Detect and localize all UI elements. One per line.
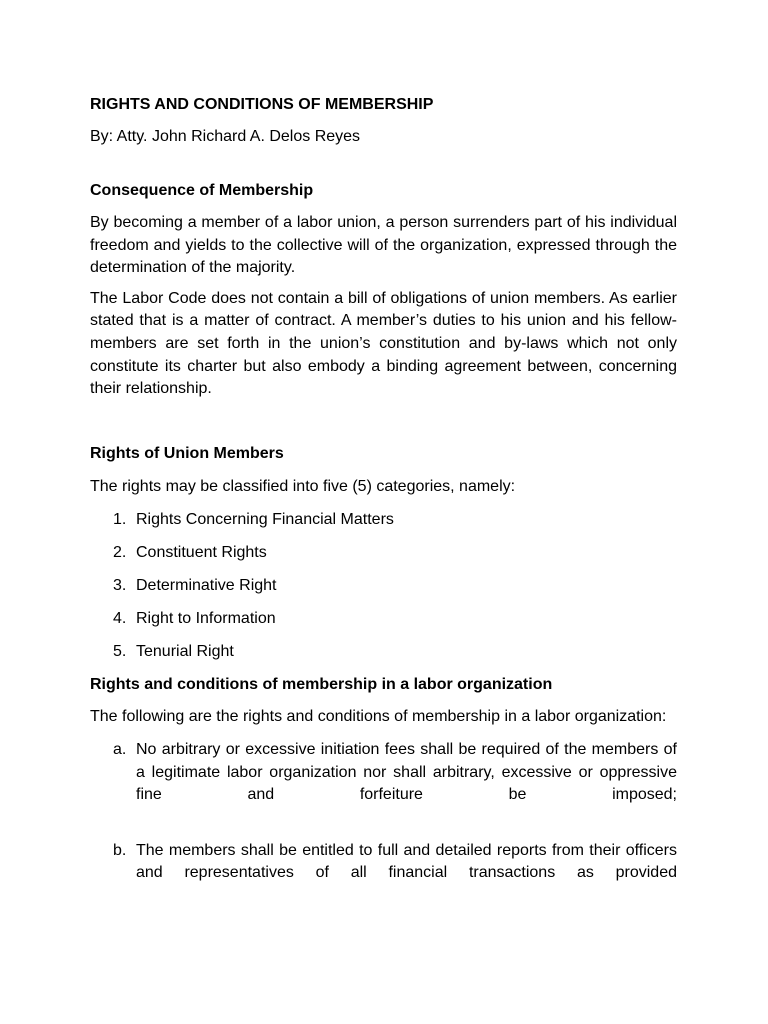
list-item-text: Right to Information <box>136 610 276 628</box>
paragraph-rights-intro: The rights may be classified into five (5) categories, namely: <box>90 477 516 495</box>
author-byline: By: Atty. John Richard A. Delos Reyes <box>90 128 361 145</box>
list-item-number: 2. <box>113 544 127 562</box>
list-item <box>90 641 677 663</box>
list-item-letter: a. <box>113 740 127 758</box>
list-item-letter: b. <box>113 841 127 859</box>
paragraph-consequence-1: By becoming a member of a labor union, a person surrenders part of his individual freedom and yields to the collective will of the organization, expressed through the determination of the majority. <box>90 214 677 277</box>
list-item-number: 5. <box>113 643 127 661</box>
paragraph-conditions-intro: The following are the rights and conditions of membership in a labor organization: <box>90 708 667 726</box>
list-item <box>90 509 677 531</box>
list-item <box>90 840 677 885</box>
document-title: RIGHTS AND CONDITIONS OF MEMBERSHIP <box>90 96 434 113</box>
rights-categories-list <box>90 509 677 663</box>
list-item-text: No arbitrary or excessive initiation fees shall be required of the members of a legitimate labor organization nor shall arbitrary, excessive or oppressive fine and forfeiture be imposed; <box>136 740 677 804</box>
list-item-number: 3. <box>113 577 127 595</box>
list-item <box>90 608 677 630</box>
list-item-text: The members shall be entitled to full and detailed reports from their officers and representatives of all financial transactions as provided <box>136 841 677 882</box>
conditions-list <box>90 739 677 885</box>
list-item <box>90 575 677 597</box>
heading-rights-of-union-members: Rights of Union Members <box>90 444 284 462</box>
list-item-text: Determinative Right <box>136 577 277 595</box>
paragraph-consequence-2: The Labor Code does not contain a bill of obligations of union members. As earlier stated that is a matter of contract. A member’s duties to his union and his fellow-members are set forth in the union’s constitution and by-laws which not only constitute its charter but also embody a binding agreement between, concerning their relationship. <box>90 289 677 398</box>
list-item <box>90 542 677 564</box>
list-item-number: 4. <box>113 610 127 628</box>
list-item-text: Tenurial Right <box>136 643 234 661</box>
document-body <box>90 94 677 885</box>
list-item-number: 1. <box>113 511 127 529</box>
list-item-text: Constituent Rights <box>136 544 267 562</box>
heading-consequence-of-membership: Consequence of Membership <box>90 182 314 199</box>
list-item <box>90 739 677 807</box>
heading-rights-and-conditions: Rights and conditions of membership in a labor organization <box>90 676 553 694</box>
list-item-text: Rights Concerning Financial Matters <box>136 511 394 529</box>
